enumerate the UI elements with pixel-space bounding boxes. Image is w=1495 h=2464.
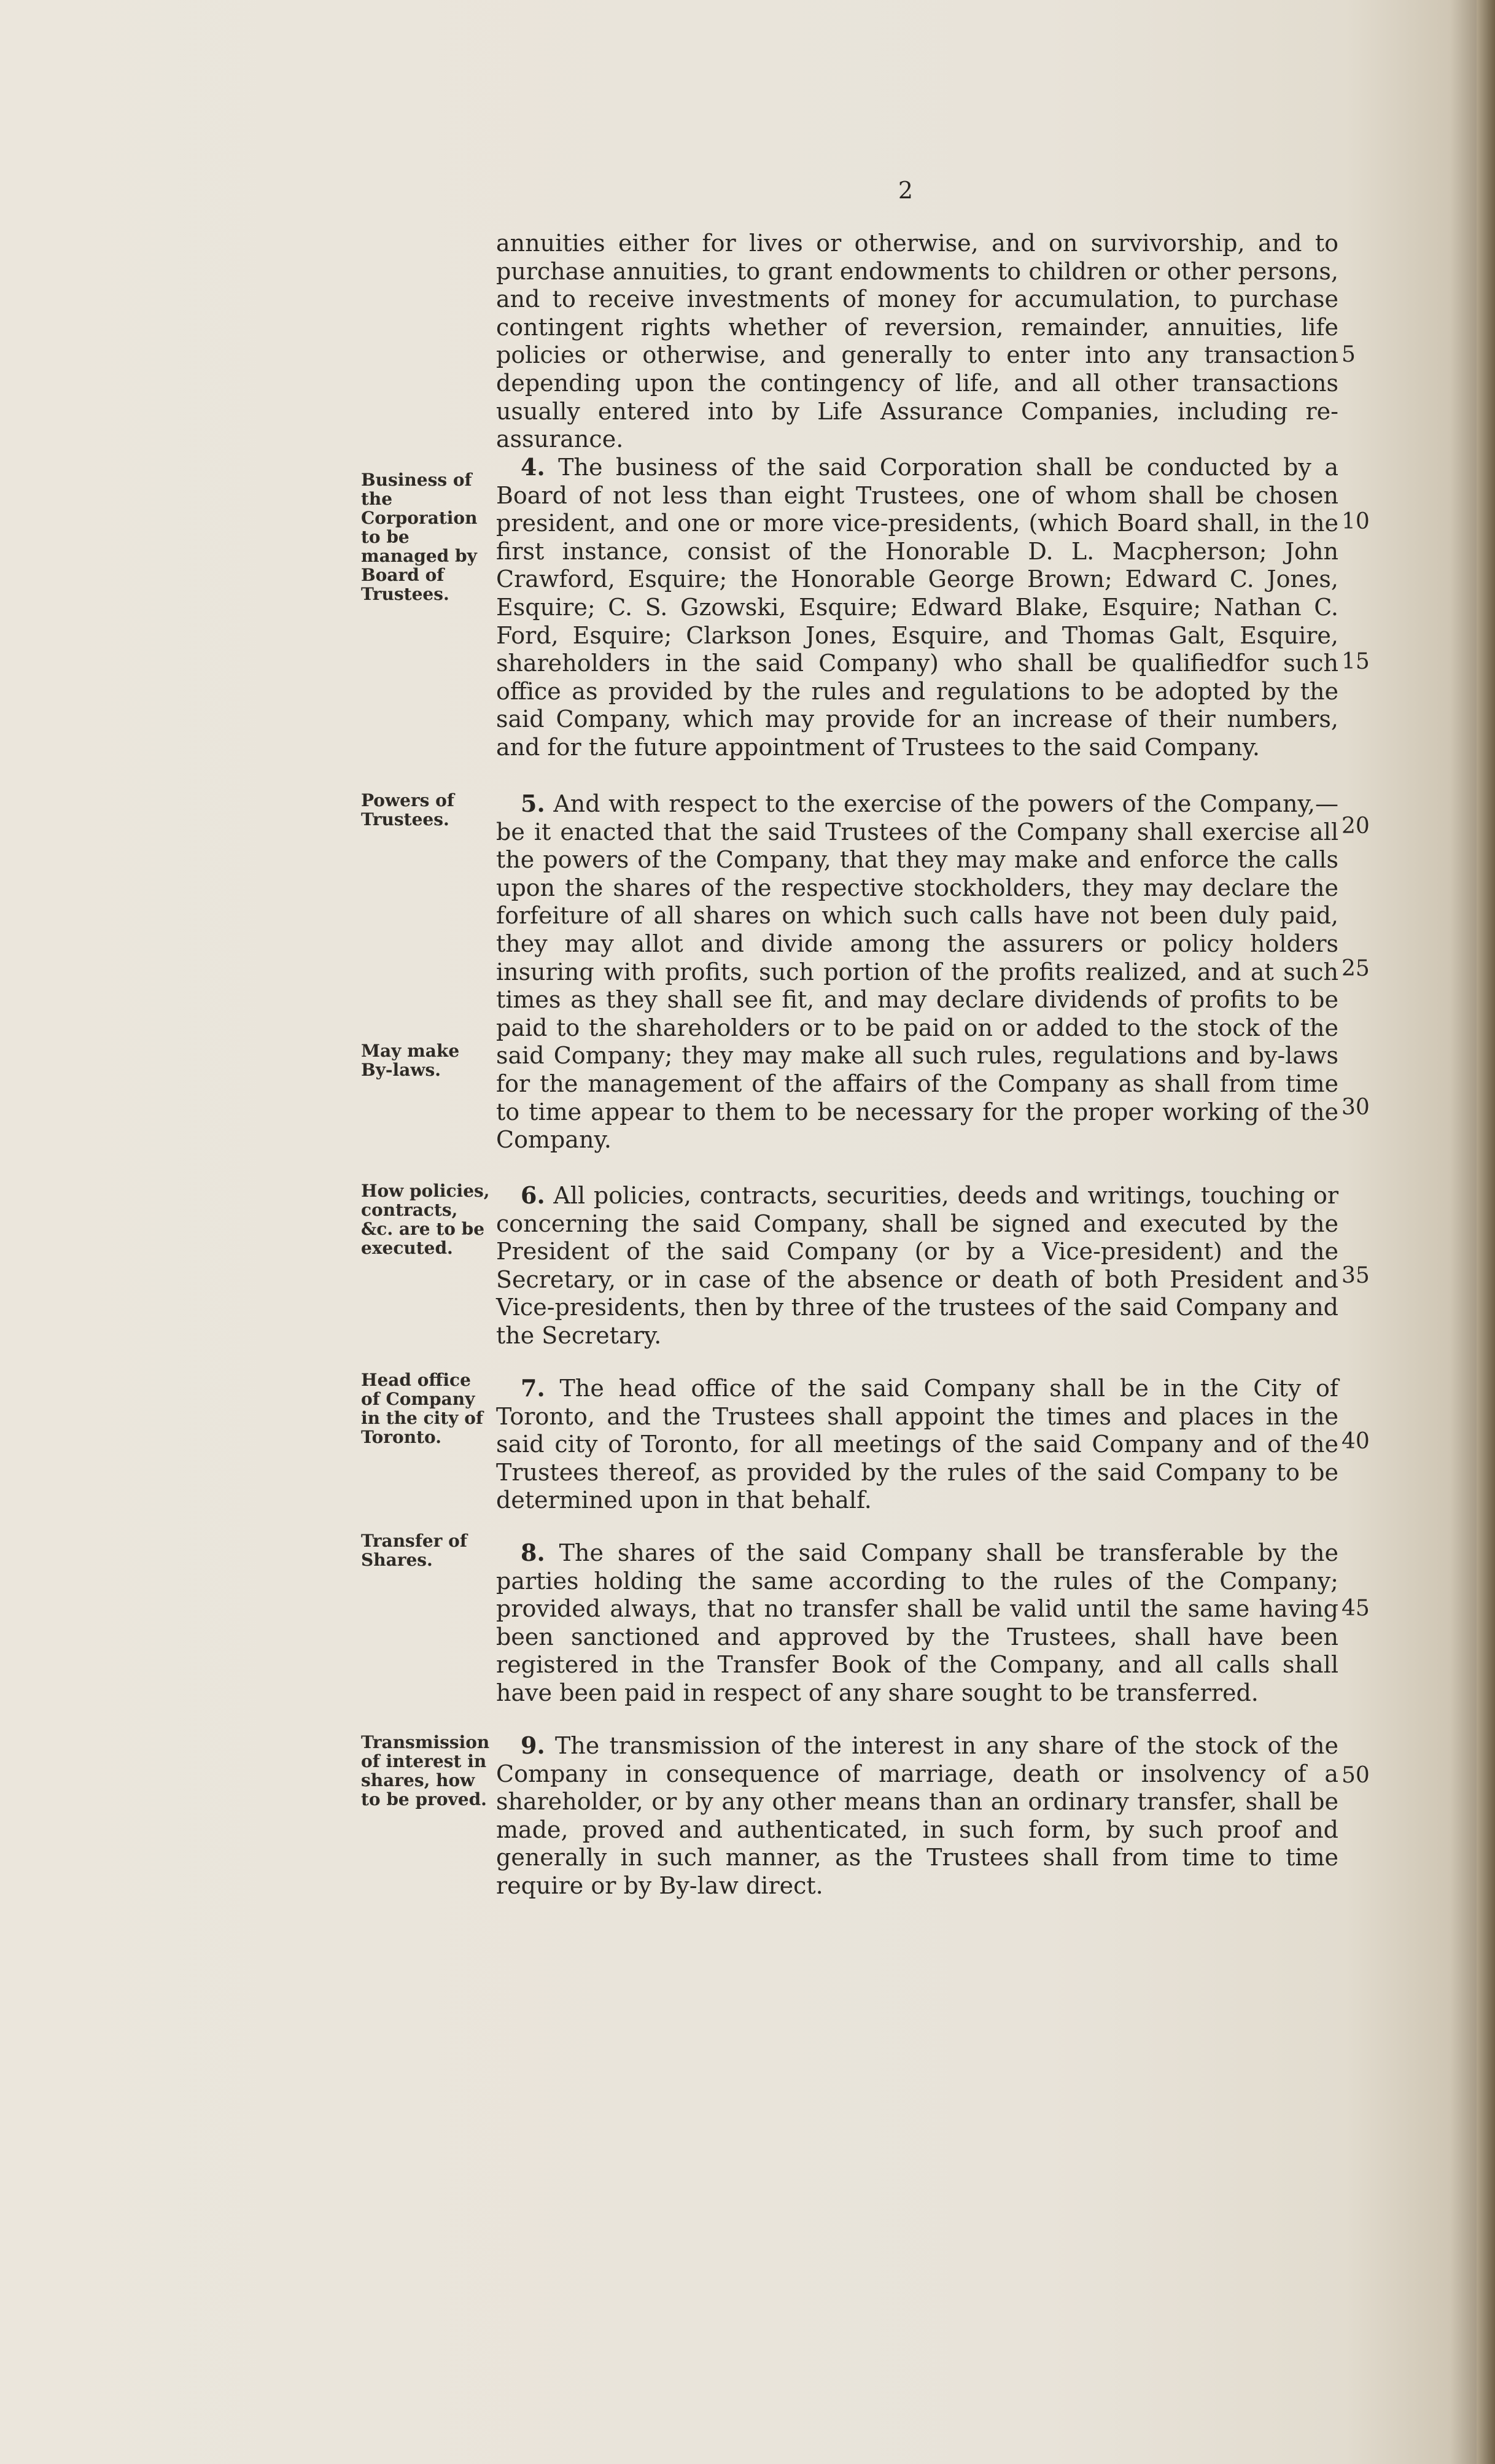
line-number: 30	[1342, 1095, 1370, 1120]
line-number: 35	[1342, 1263, 1370, 1288]
section-number: 6.	[521, 1181, 545, 1209]
section-4	[496, 453, 1338, 762]
paragraph-text: annuities either for lives or otherwise, and on survivorship, and to purchase annuities, to grant endowments to children or other persons, and to receive investments of money for accumulation, to purchase contingent rights whether of reversion, remainder, annuities, life policies or otherwise, and generally to enter into any transaction depending upon the contingency of life, and all other transactions usually entered into by Life Assurance Companies, including re-assurance.	[496, 230, 1338, 453]
sidenote-bylaws: May make By-laws.	[361, 1041, 460, 1080]
paragraph-text: All policies, contracts, securities, deeds and writings, touching or concerning the said Company, shall be signed and executed by the President of the said Company (or by a Vice-president) and the Secretary, or in case of the absence or death of both President and Vice-presidents, then by three of the trustees of the said Company and the Secretary.	[496, 1182, 1338, 1349]
section-number: 4.	[521, 453, 545, 481]
section-8	[496, 1539, 1338, 1708]
sidenote-head-office: Head office of Company in the city of Toronto.	[361, 1370, 483, 1447]
line-number: 5	[1342, 342, 1356, 367]
sidenote-transmission: Transmission of interest in shares, how to be proved.	[361, 1732, 490, 1809]
sidenote-powers: Powers of Trustees.	[361, 790, 454, 830]
page-binding-shadow	[1477, 0, 1495, 2464]
section-number: 8.	[521, 1539, 545, 1566]
section-9	[496, 1731, 1338, 1900]
page-number: 2	[898, 177, 914, 204]
section-5	[496, 790, 1338, 1154]
line-number: 45	[1342, 1596, 1370, 1621]
line-number: 10	[1342, 509, 1370, 534]
sidenote-policies: How policies, contracts, &c. are to be executed.	[361, 1181, 490, 1258]
line-number: 20	[1342, 814, 1370, 839]
line-number: 15	[1342, 649, 1370, 674]
section-6	[496, 1181, 1338, 1350]
paragraph-text: The shares of the said Company shall be transferable by the parties holding the same according to the rules of the Company; provided always, that no transfer shall be valid until the same having been sanctioned and approved by the Trustees, shall have been registered in the Transfer Book of the Company, and all calls shall have been paid in respect of any share sought to be transferred.	[496, 1539, 1338, 1706]
paragraph-text: And with respect to the exercise of the powers of the Company,— be it enacted that the said Trustees of the Company shall exercise all the powers of the Company, that they may make and enforce the calls upon the shares of the respective stockholders, they may declare the forfeiture of all shares on which such calls have not been duly paid, they may allot and divide among the assurers or policy holders insuring with profits, such portion of the profits realized, and at such times as they shall see fit, and may declare dividends of profits to be paid to the shareholders or to be paid on or added to the stock of the said Company; they may make all such rules, regulations and by-laws for the management of the affairs of the Company as shall from time to time appear to them to be necessary for the proper working of the Company.	[496, 790, 1338, 1154]
paragraph-text: The business of the said Corporation shall be conducted by a Board of not less than eight Trustees, one of whom shall be chosen president, and one or more vice-presidents, (which Board shall, in the first instance, consist of the Honorable D. L. Macpherson; John Crawford, Esquire; the Honorable George Brown; Edward C. Jones, Esquire; C. S. Gzowski, Esquire; Edward Blake, Esquire; Nathan C. Ford, Esquire; Clarkson Jones, Esquire, and Thomas Galt, Esquire, shareholders in the said Company) who shall be qualifiedfor such office as provided by the rules and regulations to be adopted by the said Company, which may provide for an increase of their numbers, and for the future appointment of Trustees to the said Company.	[496, 454, 1338, 761]
section-number: 9.	[521, 1731, 545, 1759]
sidenote-transfer: Transfer of Shares.	[361, 1531, 467, 1570]
section-number: 5.	[521, 790, 545, 817]
section-number: 7.	[521, 1374, 545, 1402]
paragraph-text: The head office of the said Company shall be in the City of Toronto, and the Trustees shall appoint the times and places in the said city of Toronto, for all meetings of the said Company and of the Trustees thereof, as provided by the rules of the said Company to be determined upon in that behalf.	[496, 1375, 1338, 1514]
line-number: 40	[1342, 1429, 1370, 1454]
sidenote-business: Business of the Corporation to be managed by Board of Trustees.	[361, 470, 478, 604]
paragraph-text: The transmission of the interest in any share of the stock of the Company in consequence of marriage, death or insolvency of a shareholder, or by any other means than an ordinary transfer, shall be made, proved and authenticated, in such form, by such proof and generally in such manner, as the Trustees shall from time to time require or by By-law direct.	[496, 1732, 1338, 1899]
line-number: 50	[1342, 1763, 1370, 1788]
section-7	[496, 1374, 1338, 1515]
paragraph-continuation	[496, 230, 1338, 454]
line-number: 25	[1342, 956, 1370, 981]
